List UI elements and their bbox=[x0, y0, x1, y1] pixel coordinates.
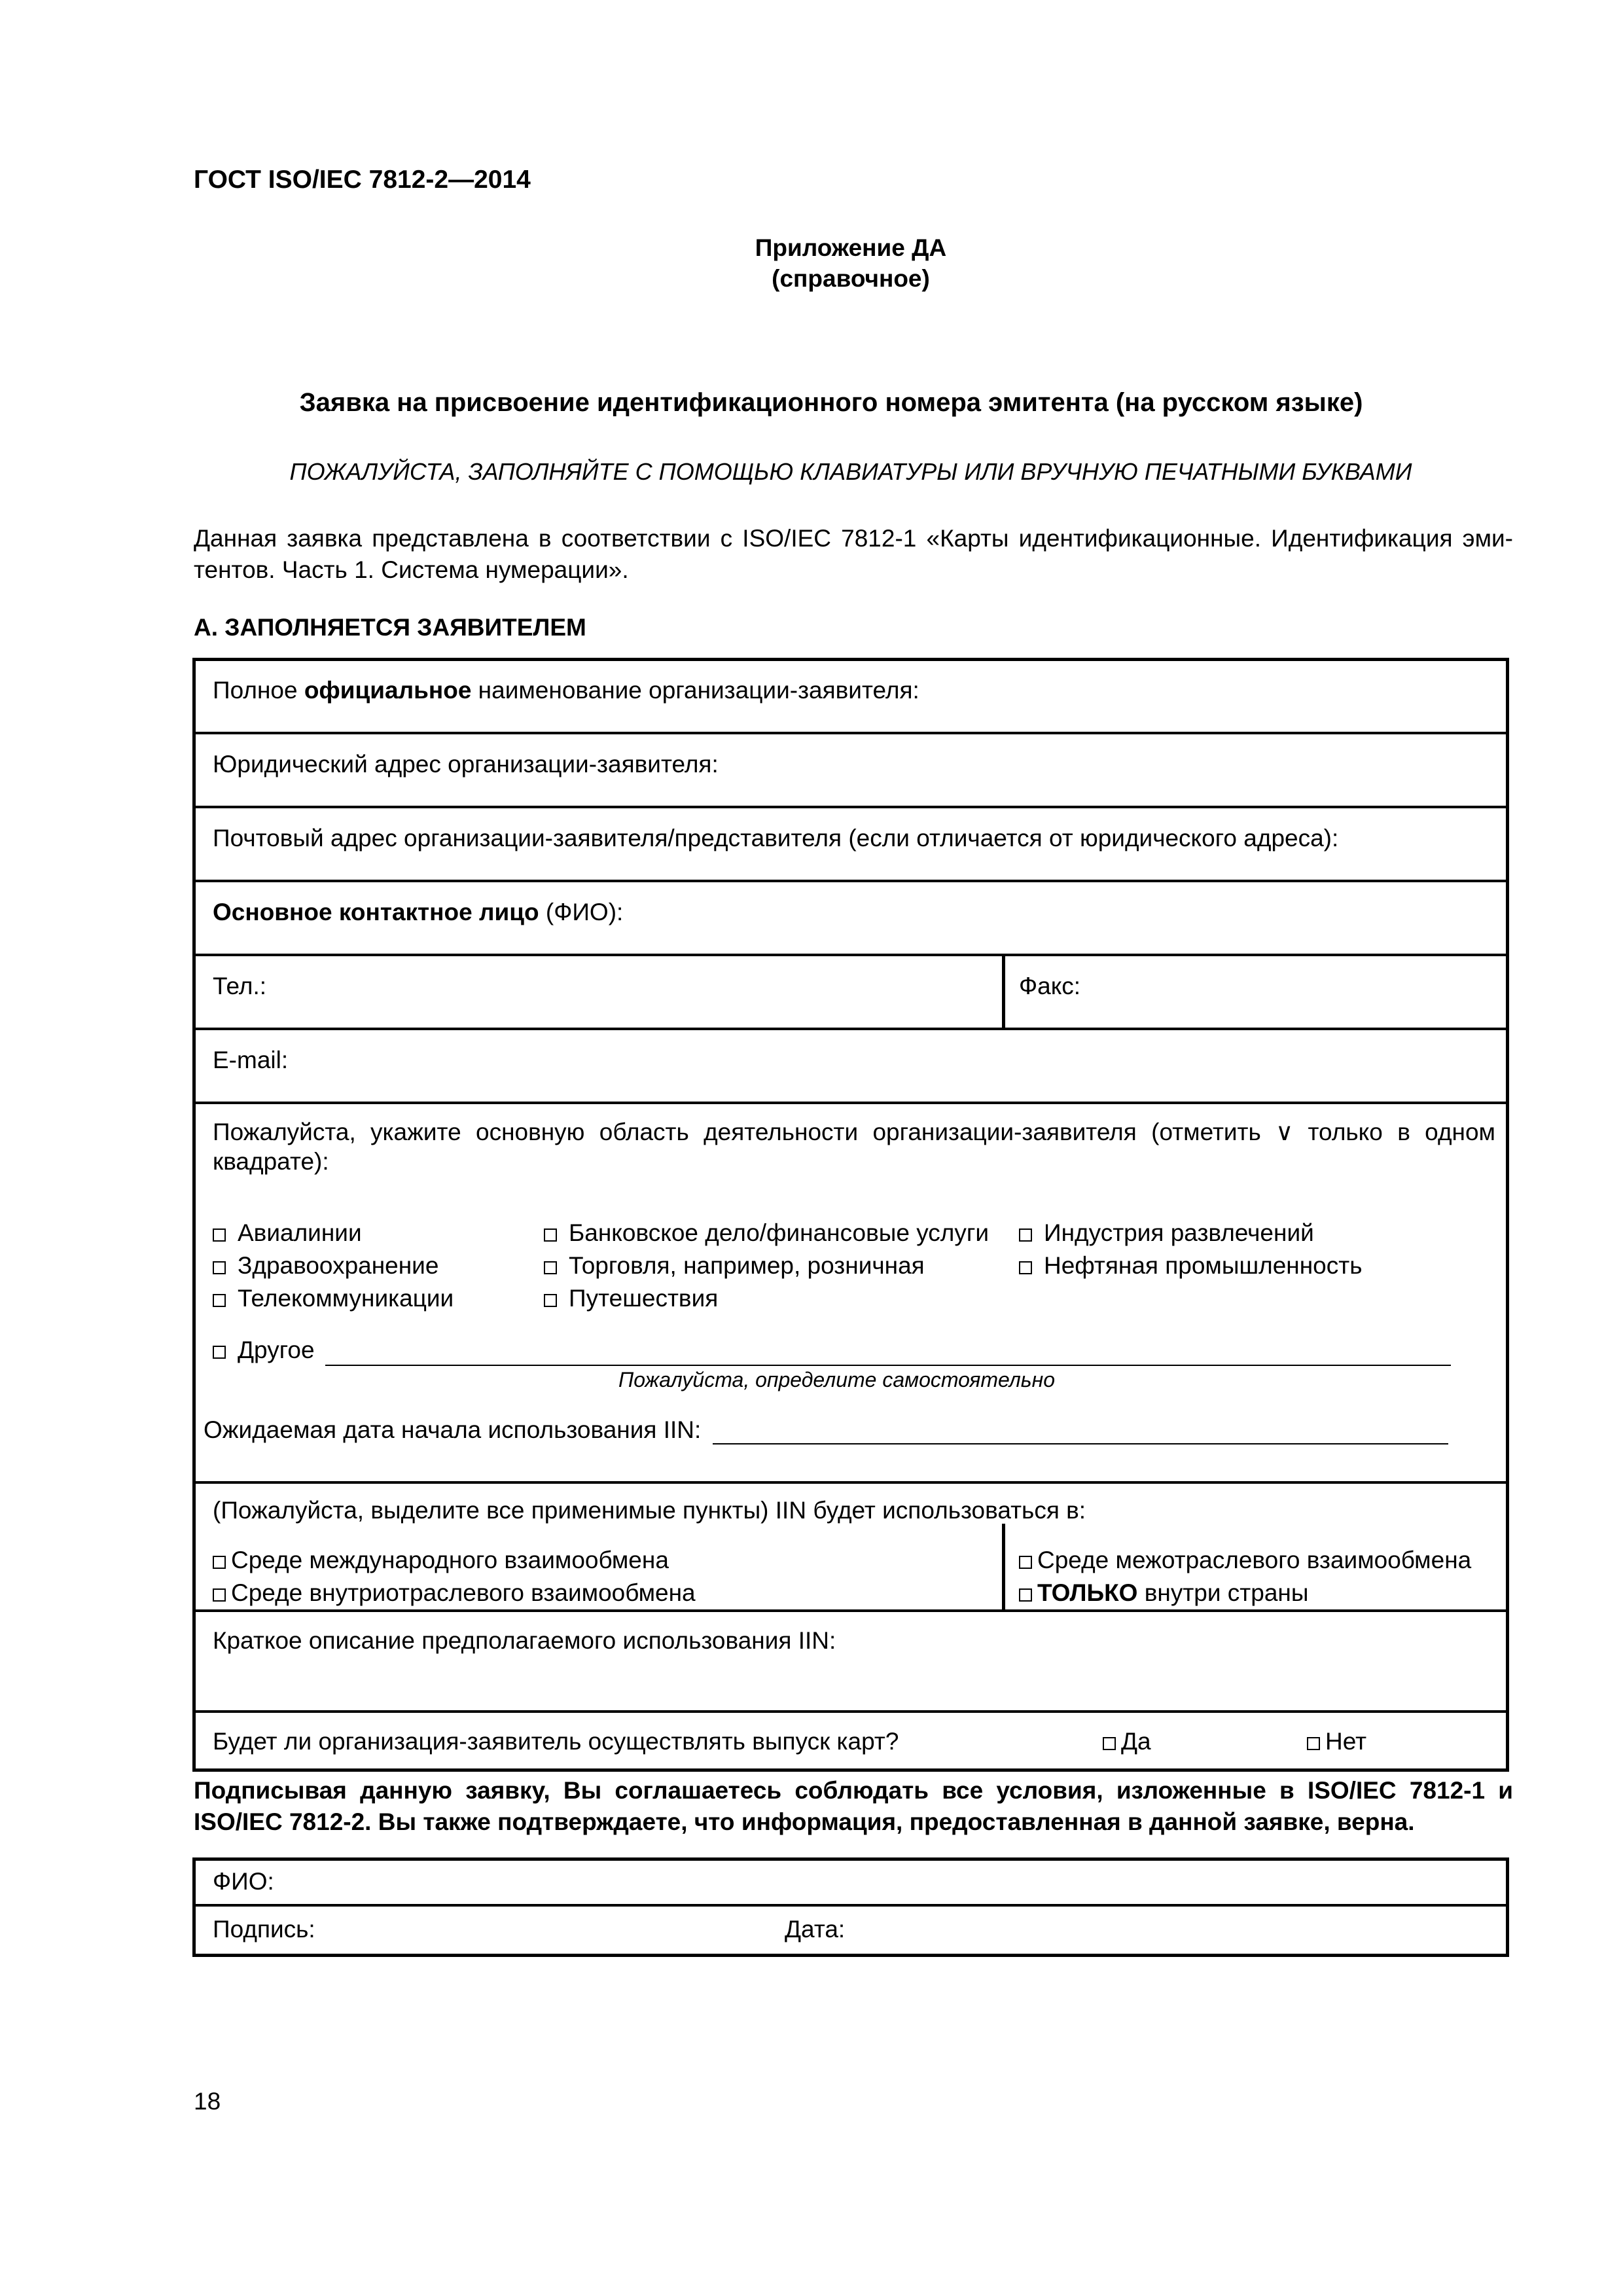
checkbox[interactable] bbox=[213, 1294, 226, 1307]
activity-other[interactable]: Другое bbox=[213, 1336, 315, 1364]
checkbox[interactable] bbox=[213, 1261, 226, 1274]
document-code: ГОСТ ISO/IEC 7812-2—2014 bbox=[194, 166, 531, 194]
legal-address-label: Юридический адрес организации-заявителя: bbox=[213, 751, 719, 778]
column-divider bbox=[1002, 1524, 1005, 1609]
row-divider bbox=[196, 1710, 1506, 1713]
row-divider bbox=[196, 880, 1506, 882]
expected-date-label: Ожидаемая дата начала использования IIN: bbox=[204, 1416, 702, 1443]
agreement-notice: Подписывая данную заявку, Вы соглашаетесь соблюдать все условия, изложенные в ISO/IEC 7812-1 и ISO/IEC 7812-2. Вы также подтверждаете, что информация, предоставленная в данной заявке, верна. bbox=[194, 1777, 1513, 1835]
applicant-form bbox=[192, 658, 1509, 1772]
card-issue-yes[interactable]: Да bbox=[1103, 1728, 1151, 1755]
row-divider bbox=[196, 1904, 1506, 1907]
card-issue-no[interactable]: Нет bbox=[1307, 1728, 1366, 1755]
checkbox[interactable] bbox=[213, 1588, 226, 1602]
annex-heading bbox=[0, 232, 1623, 294]
row-divider bbox=[196, 1481, 1506, 1484]
description-label: Краткое описание предполагаемого использования IIN: bbox=[213, 1627, 836, 1654]
section-a-heading: А. ЗАПОЛНЯЕТСЯ ЗАЯВИТЕЛЕМ bbox=[194, 614, 586, 641]
form-title-text: Заявка на присвоение идентификационного номера эмитента (на русском языке) bbox=[299, 388, 1363, 417]
checkbox[interactable] bbox=[544, 1261, 557, 1274]
activity-option[interactable]: Торговля, например, розничная bbox=[544, 1252, 925, 1280]
usage-option[interactable]: Среде международного взаимообмена bbox=[213, 1547, 669, 1574]
activity-option[interactable]: Авиалинии bbox=[213, 1219, 362, 1247]
checkbox[interactable] bbox=[1019, 1556, 1032, 1569]
form-title bbox=[0, 388, 1623, 418]
activity-option[interactable]: Банковское дело/финансовые услуги bbox=[544, 1219, 989, 1247]
checkbox[interactable] bbox=[213, 1229, 226, 1242]
checkbox[interactable] bbox=[213, 1556, 226, 1569]
usage-option[interactable]: ТОЛЬКО внутри страны bbox=[1019, 1579, 1308, 1607]
fax-label: Факс: bbox=[1019, 973, 1081, 999]
name-label: ФИО: bbox=[213, 1868, 274, 1895]
full-name-label: Полное официальное наименование организации-заявителя: bbox=[213, 677, 919, 704]
activity-option[interactable]: Телекоммуникации bbox=[213, 1285, 454, 1312]
email-label: E-mail: bbox=[213, 1047, 289, 1073]
activity-option[interactable]: Нефтяная промышленность bbox=[1019, 1252, 1362, 1280]
checkbox[interactable] bbox=[1019, 1261, 1032, 1274]
signature-label: Подпись: bbox=[213, 1916, 315, 1943]
checkbox[interactable] bbox=[1307, 1737, 1320, 1750]
date-label: Дата: bbox=[785, 1916, 846, 1943]
signature-block bbox=[192, 1857, 1509, 1957]
intro-paragraph: Данная заявка представлена в соответствии с ISO/IEC 7812-1 «Карты идентификационные. Идентификация эми-тентов. Часть 1. Система нумерации». bbox=[194, 525, 1513, 583]
other-input-line[interactable] bbox=[325, 1365, 1451, 1366]
annex-title: Приложение ДА bbox=[755, 234, 947, 261]
activity-question: Пожалуйста, укажите основную область деятельности организации-заявителя (отметить ∨ только в одном квадрате): bbox=[213, 1119, 1495, 1175]
checkbox[interactable] bbox=[213, 1346, 226, 1359]
checkbox[interactable] bbox=[1019, 1588, 1032, 1602]
usage-question: (Пожалуйста, выделите все применимые пункты) IIN будет использоваться в: bbox=[213, 1497, 1086, 1524]
activity-option[interactable]: Индустрия развлечений bbox=[1019, 1219, 1314, 1247]
usage-option[interactable]: Среде внутриотраслевого взаимообмена bbox=[213, 1579, 696, 1607]
column-divider bbox=[1002, 954, 1005, 1028]
page-number: 18 bbox=[194, 2088, 221, 2115]
expected-date-input-line[interactable] bbox=[713, 1443, 1448, 1444]
fill-instruction bbox=[0, 458, 1623, 486]
annex-subtitle: (справочное) bbox=[772, 265, 930, 292]
phone-label: Тел.: bbox=[213, 973, 267, 999]
checkbox[interactable] bbox=[544, 1294, 557, 1307]
fill-instruction-text: ПОЖАЛУЙСТА, ЗАПОЛНЯЙТЕ С ПОМОЩЬЮ КЛАВИАТУРЫ ИЛИ ВРУЧНУЮ ПЕЧАТНЫМИ БУКВАМИ bbox=[289, 458, 1412, 485]
row-divider bbox=[196, 1609, 1506, 1612]
activity-option[interactable]: Путешествия bbox=[544, 1285, 718, 1312]
usage-option[interactable]: Среде межотраслевого взаимообмена bbox=[1019, 1547, 1471, 1574]
other-hint: Пожалуйста, определите самостоятельно bbox=[618, 1368, 1056, 1391]
row-divider bbox=[196, 806, 1506, 808]
row-divider bbox=[196, 1102, 1506, 1104]
checkbox[interactable] bbox=[1103, 1737, 1116, 1750]
activity-option[interactable]: Здравоохранение bbox=[213, 1252, 438, 1280]
contact-person-label: Основное контактное лицо (ФИО): bbox=[213, 899, 624, 925]
checkbox[interactable] bbox=[1019, 1229, 1032, 1242]
checkbox[interactable] bbox=[544, 1229, 557, 1242]
postal-address-label: Почтовый адрес организации-заявителя/представителя (если отличается от юридического адреса): bbox=[213, 825, 1339, 852]
row-divider bbox=[196, 1028, 1506, 1030]
card-issue-question: Будет ли организация-заявитель осуществлять выпуск карт? bbox=[213, 1728, 899, 1755]
row-divider bbox=[196, 732, 1506, 734]
row-divider bbox=[196, 954, 1506, 956]
